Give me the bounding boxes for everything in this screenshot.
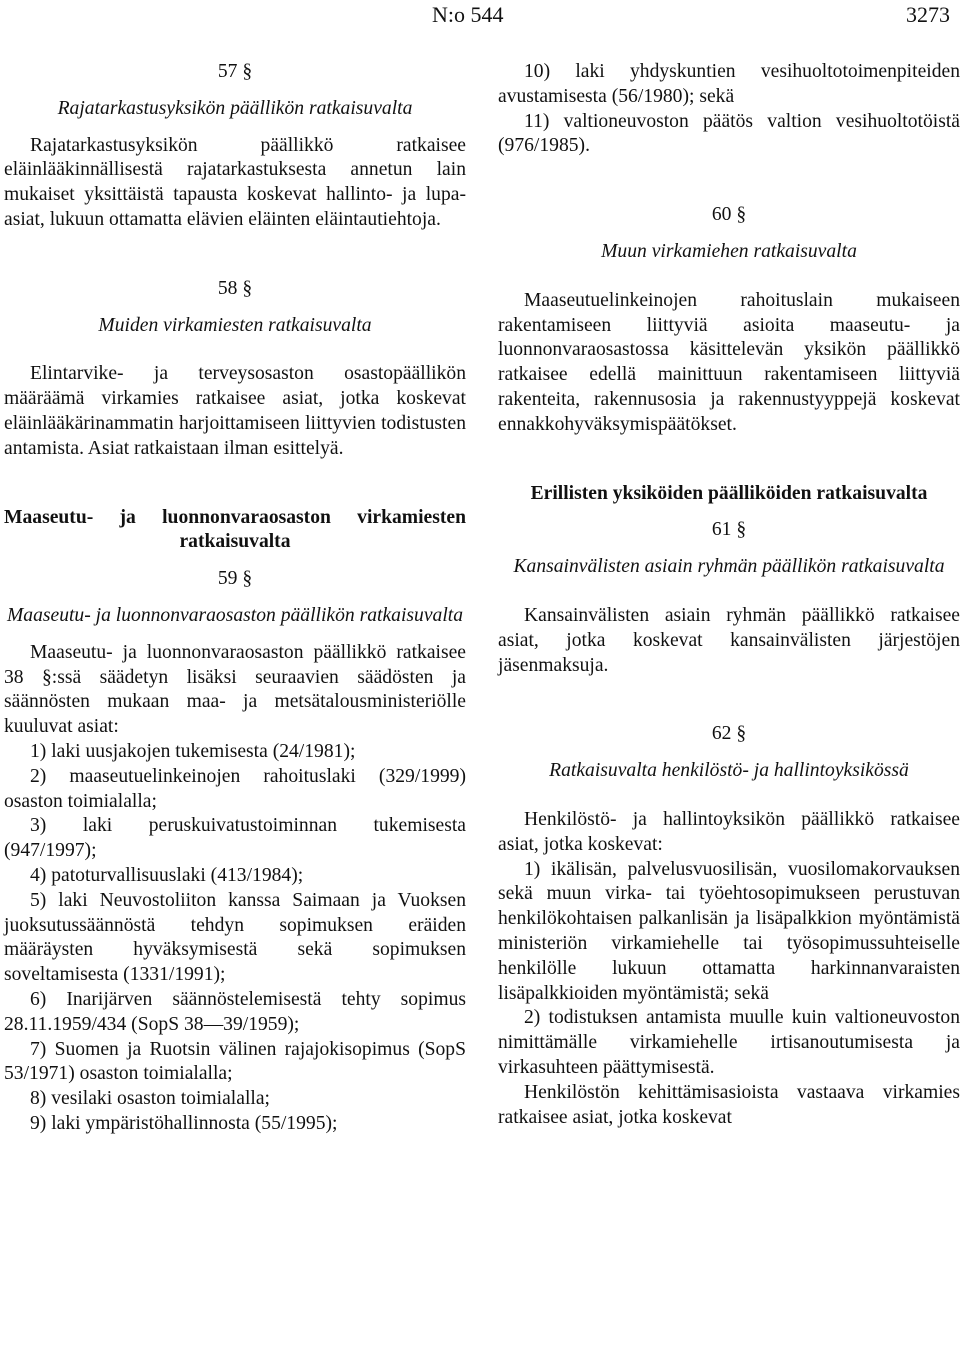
page-header: [0, 0, 960, 34]
section-62-number: 62 §: [711, 723, 747, 745]
section-59-intro: Maaseutu- ja luonnonvaraosaston päällikkö ratkaisee 38 §:ssä säädetyn lisäksi seuraavien säädösten ja säännösten mukaan maa- ja metsätalousministeriölle kuuluvat asiat:: [4, 641, 466, 738]
list-item: 2) todistuksen antamista muulle kuin valtioneuvoston nimittämälle virkamiehelle irtisanoutumisesta ja virkasuhteen päättymisestä.: [498, 1007, 960, 1078]
right-column: [498, 60, 960, 1130]
list-item: 1) laki uusjakojen tukemisesta (24/1981);: [30, 740, 356, 762]
issue-number: N:o 544: [432, 2, 504, 27]
list-item: 9) laki ympäristöhallinnosta (55/1995);: [30, 1112, 338, 1134]
list-item: 3) laki peruskuivatustoiminnan tukemisesta (947/1997);: [4, 815, 466, 862]
section-59-title: Maaseutu- ja luonnonvaraosaston päällikön ratkaisuvalta: [6, 604, 464, 626]
list-item: 8) vesilaki osaston toimialalla;: [30, 1088, 270, 1110]
section-59-number: 59 §: [217, 568, 253, 590]
list-item: 11) valtioneuvoston päätös valtion vesihuoltotöistä (976/1985).: [498, 110, 960, 157]
section-60-text: Maaseutuelinkeinojen rahoituslain mukaiseen rakentamiseen liittyviä asioita maaseutu- ja luonnonvaraosastossa käsittelevän yksikön päällikkö ratkaisee edellä mainittuun rakentamiseen liittyviä rakenteita, rakennusosia ja rakennustyyppejä koskevat ennakkohyväksymispäätökset.: [498, 289, 960, 435]
list-item: 1) ikälisän, palvelusvuosilisän, vuosilomakorvauksen sekä muun virka- tai työehtosopimukseen perustuvan henkilökohtaisen palkanlisän ja lisäpalkkion myöntämistä ministeriön virkamiehelle tai työsopimussuhteiselle henkilölle lukuun ottamatta harkinnanvaraisten lisäpalkkioiden myöntämistä; sekä: [498, 858, 960, 1004]
section-61-text: Kansainvälisten asiain ryhmän päällikkö ratkaisee asiat, jotka koskevat kansainvälisten järjestöjen jäsenmaksuja.: [498, 604, 960, 676]
section-57-number: 57 §: [217, 61, 253, 82]
section-60-number: 60 §: [711, 204, 747, 226]
list-item: 2) maaseutuelinkeinojen rahoituslaki (329/1999) osaston toimialalla;: [4, 765, 466, 812]
chapter-heading-erillisten: Erillisten yksiköiden päälliköiden ratkaisuvalta: [530, 482, 928, 504]
section-57-title: Rajatarkastusyksikön päällikön ratkaisuvalta: [57, 97, 413, 119]
section-58-number: 58 §: [217, 277, 253, 299]
section-57-text: Rajatarkastusyksikön päällikkö ratkaisee eläinlääkinnällisestä rajatarkastuksesta annetun lain mukaiset yksittäistä tapausta koskevat hallinto- ja lupa-asiat, lukuun ottamatta elävien eläinten eläintautiehtoja.: [4, 134, 466, 230]
list-item: 4) patoturvallisuuslaki (413/1984);: [30, 864, 304, 886]
section-58-title: Muiden virkamiesten ratkaisuvalta: [98, 314, 372, 336]
chapter-heading-maaseutu: Maaseutu- ja luonnonvaraosaston virkamiesten ratkaisuvalta: [4, 506, 466, 553]
list-item: 10) laki yhdyskuntien vesihuoltotoimenpiteiden avustamisesta (56/1980); sekä: [498, 61, 960, 107]
section-61-title: Kansainvälisten asiain ryhmän päällikön ratkaisuvalta: [513, 556, 945, 578]
section-62-intro: Henkilöstö- ja hallintoyksikön päällikkö ratkaisee asiat, jotka koskevat:: [498, 808, 960, 855]
list-item: 6) Inarijärven säännöstelemisestä tehty sopimus 28.11.1959/434 (SopS 38—39/1959);: [4, 988, 466, 1035]
list-item: 7) Suomen ja Ruotsin välinen rajajokisopimus (SopS 53/1971) osaston toimialalla;: [4, 1038, 466, 1085]
section-60-title: Muun virkamiehen ratkaisuvalta: [601, 240, 857, 262]
left-column: [4, 60, 466, 1137]
list-item: 5) laki Neuvostoliiton kanssa Saimaan ja Vuoksen juoksutussäännöstä tehdyn sopimuksen eräiden määräysten hyväksymisestä sekä sopimuksen soveltamisesta (1331/1991);: [4, 889, 466, 986]
page-number: 3273: [906, 2, 950, 27]
section-62-tail: Henkilöstön kehittämisasioista vastaava virkamies ratkaisee asiat, jotka koskevat: [498, 1081, 960, 1128]
section-61-number: 61 §: [711, 519, 747, 541]
section-58-text: Elintarvike- ja terveysosaston osastopäällikön määräämä virkamies ratkaisee asiat, jotka koskevat eläinlääkärinammatin harjoittamiseen liittyvien todistusten antamista. Asiat ratkaistaan ilman esittelyä.: [4, 363, 466, 459]
section-62-title: Ratkaisuvalta henkilöstö- ja hallintoyksikössä: [549, 760, 909, 782]
